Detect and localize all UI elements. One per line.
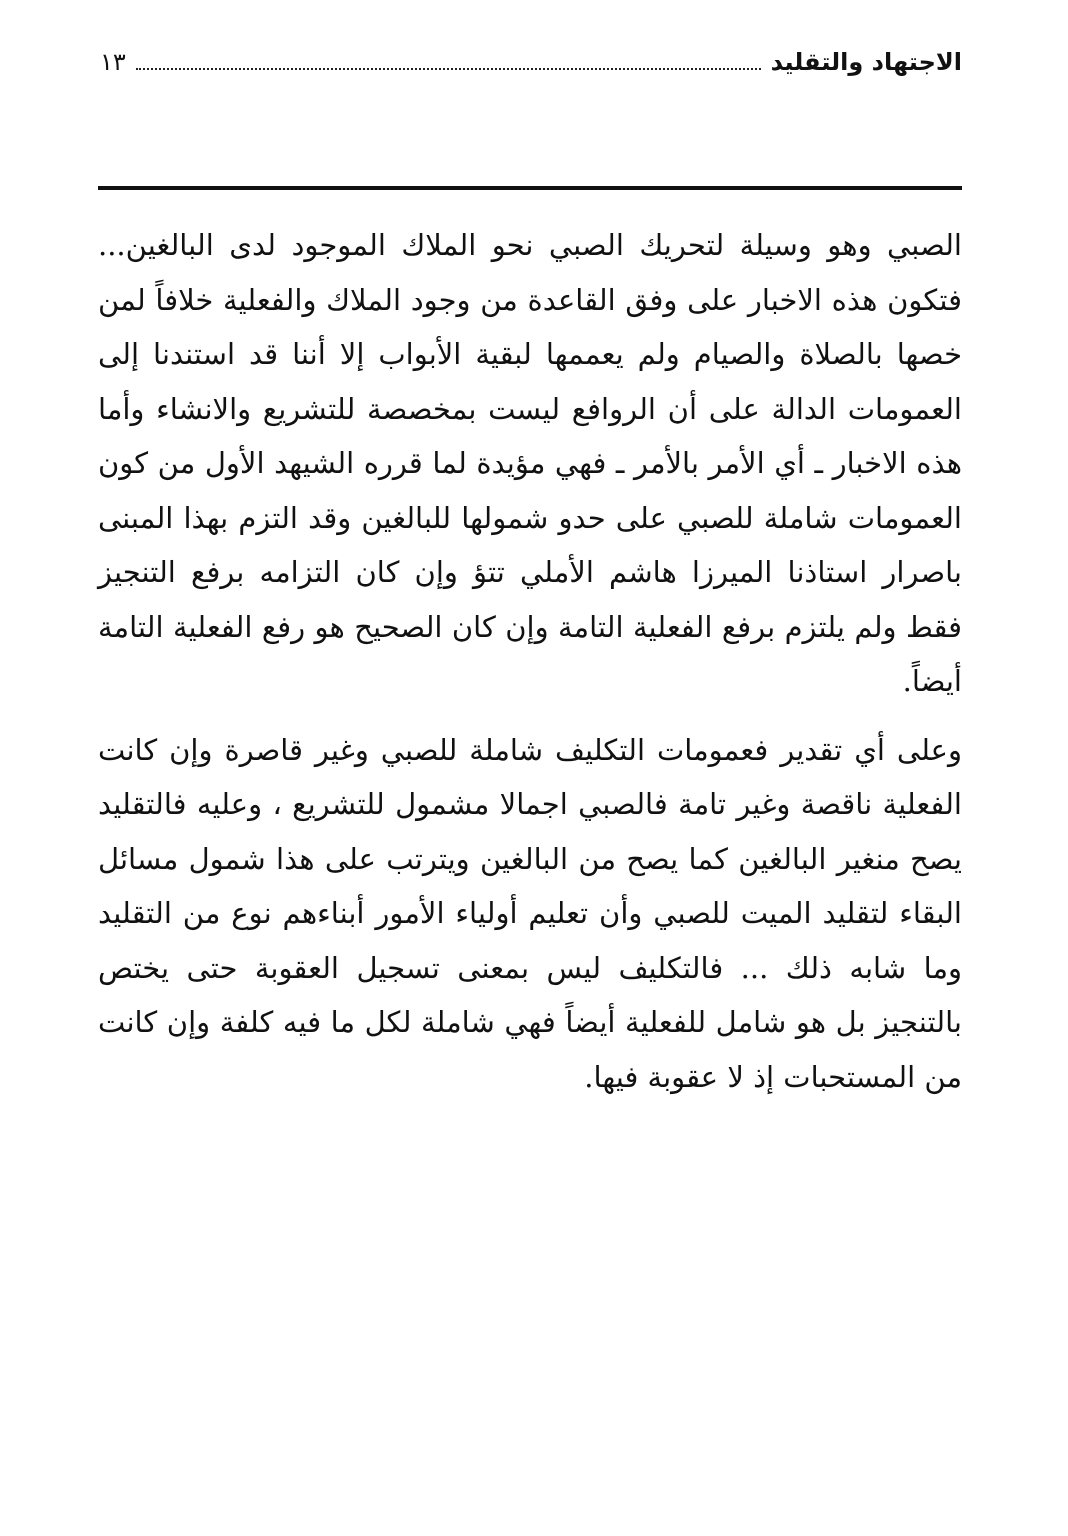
header-dot-leader — [136, 50, 761, 70]
paragraph-2: وعلى أي تقدير فعمومات التكليف شاملة للصبي وغير قاصرة وإن كانت الفعلية ناقصة وغير تامة فالصبي اجمالا مشمول للتشريع ، وعليه فالتقليد يصح منغير البالغين كما يصح من البالغين ويترتب على هذا شمول مسائل البقاء لتقليد الميت للصبي وأن تعليم أولياء الأمور أبناءهم نوع من التقليد وما شابه ذلك ... فالتكليف ليس بمعنى تسجيل العقوبة حتى يختص بالتنجيز بل هو شامل للفعلية أيضاً فهي شاملة لكل ما فيه كلفة وإن كانت من المستحبات إذ لا عقوبة فيها. — [98, 732, 962, 1094]
header-title: الاجتهاد والتقليد — [770, 48, 962, 76]
body-text — [98, 218, 962, 1104]
header-rule — [98, 186, 962, 190]
running-header — [100, 48, 962, 88]
page-number: ١٣ — [100, 48, 126, 76]
paragraph-1: الصبي وهو وسيلة لتحريك الصبي نحو الملاك الموجود لدى البالغين... فتكون هذه الاخبار على وفق القاعدة من وجود الملاك والفعلية خلافاً لمن خصها بالصلاة والصيام ولم يعممها لبقية الأبواب إلا أننا قد استندنا إلى العمومات الدالة على أن الروافع ليست بمخصصة للتشريع والانشاء وأما هذه الاخبار ـ أي الأمر بالأمر ـ فهي مؤيدة لما قرره الشيهد الأول من كون العمومات شاملة للصبي على حدو شمولها للبالغين وقد التزم بهذا المبنى باصرار استاذنا الميرزا هاشم الأملي تتؤ وإن كان التزامه برفع التنجيز فقط ولم يلتزم برفع الفعلية التامة وإن كان الصحيح هو رفع الفعلية التامة أيضاً. — [98, 228, 962, 698]
